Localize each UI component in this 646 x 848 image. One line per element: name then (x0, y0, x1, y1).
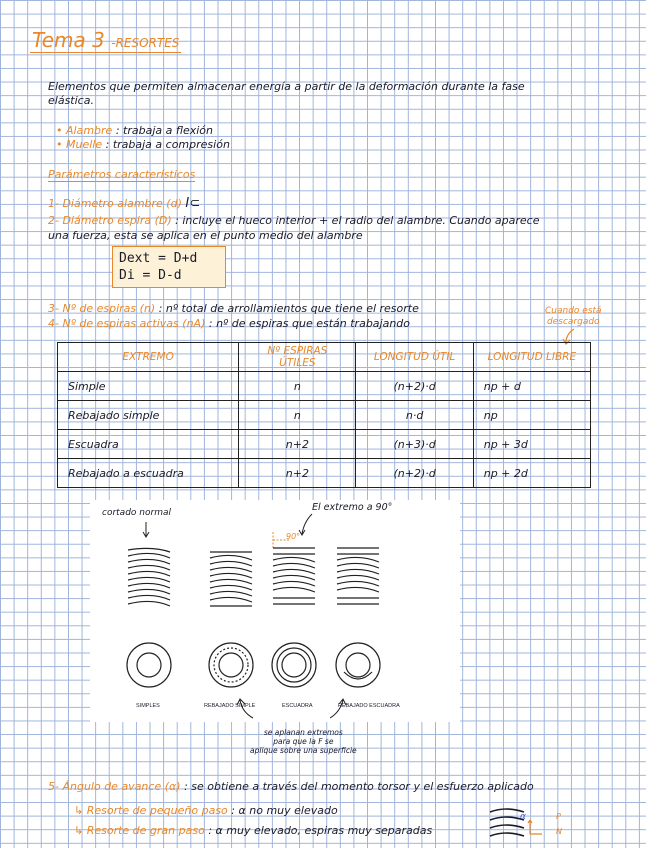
cell-long-util: (n+2)·d (356, 372, 473, 401)
force-p-label: P (556, 812, 561, 821)
param-2 (48, 214, 540, 227)
sub-large-label: ↳ Resorte de gran paso (74, 824, 205, 837)
cell-espiras: n+2 (239, 459, 356, 488)
bullet: • (56, 124, 63, 137)
param-2-line-2: una fuerza, esta se aplica en el punto medio del alambre (48, 229, 363, 242)
cell-long-util: (n+3)·d (356, 430, 473, 459)
header-longitud-libre: LONGITUD LIBRE (473, 343, 590, 372)
cell-long-util: (n+2)·d (356, 459, 473, 488)
figure-note-bottom (250, 728, 357, 755)
figure-note-bottom-3: aplique sobre una superficie (250, 746, 357, 755)
table-row (58, 430, 591, 459)
param-1-label: 1- Diámetro alambre (d) (48, 197, 182, 210)
cell-extremo: Simple (58, 372, 239, 401)
arrow-icon (143, 522, 149, 537)
angle-label: 90° (286, 532, 301, 541)
formula-di: Di = D-d (119, 268, 182, 283)
title-sub: -RESORTES (111, 36, 180, 50)
cell-long-libre: np + 2d (473, 459, 590, 488)
note-discharged (545, 306, 602, 328)
cell-extremo: Escuadra (58, 430, 239, 459)
table-header-row (58, 343, 591, 372)
cell-long-util: n·d (356, 401, 473, 430)
alpha-label: α (520, 812, 526, 822)
type-item-muelle (56, 138, 230, 151)
param-3-label: 3- Nº de espiras (n) (48, 302, 156, 315)
cell-espiras: n+2 (239, 430, 356, 459)
cell-espiras: n (239, 372, 356, 401)
wire-symbol-icon: I⊂ (185, 196, 201, 211)
caption-escuadra: ESCUADRA (282, 703, 313, 709)
page-title (30, 28, 181, 53)
params-heading: Parámetros característicos (48, 168, 196, 181)
figure-note-right: El extremo a 90° (312, 502, 393, 513)
figure-note-left: cortado normal (102, 508, 171, 518)
caption-simples: SIMPLES (136, 703, 160, 709)
bullet: • (56, 138, 63, 151)
angle-marker-icon (273, 532, 289, 548)
type-term: Alambre (66, 124, 113, 137)
sub-item-small-pitch (74, 804, 338, 817)
cell-extremo: Rebajado simple (58, 401, 239, 430)
param-5-text: : se obtiene a través del momento torsor y el esfuerzo aplicado (184, 780, 534, 793)
param-2-label: 2- Diámetro espira (D) (48, 214, 172, 227)
spring-angle-diagram-icon (486, 804, 546, 840)
sub-small-label: ↳ Resorte de pequeño paso (74, 804, 228, 817)
param-3 (48, 302, 419, 315)
header-espiras-utiles: Nº ESPIRAS ÚTILES (239, 343, 356, 372)
table-row (58, 401, 591, 430)
sub-small-text: : α no muy elevado (231, 804, 338, 817)
note-discharged-line-1: Cuando está (545, 306, 602, 316)
figure-note-bottom-2: para que la F se (273, 737, 334, 746)
param-4-text: : nº de espiras que están trabajando (208, 317, 411, 330)
param-3-text: : nº total de arrollamientos que tiene el resorte (158, 302, 419, 315)
formula-dext: Dext = D+d (119, 251, 198, 266)
param-4-label: 4- Nº de espiras activas (nA) (48, 317, 206, 330)
cell-extremo: Rebajado a escuadra (58, 459, 239, 488)
header-longitud-util: LONGITUD ÚTIL (356, 343, 473, 372)
table-row (58, 459, 591, 488)
param-5 (48, 780, 534, 793)
springs-drawing (90, 500, 460, 722)
spring-figure (90, 500, 460, 722)
cell-long-libre: np + 3d (473, 430, 590, 459)
cell-espiras: n (239, 401, 356, 430)
type-desc: : trabaja a compresión (105, 138, 230, 151)
intro-line-2: elástica. (48, 94, 94, 107)
spring-end-table (57, 342, 591, 488)
figure-note-bottom-1: se aplanan extremos (263, 728, 343, 737)
table-row (58, 372, 591, 401)
caption-rebajado-escuadra: REBAJADO ESCUADRA (338, 703, 400, 709)
type-term: Muelle (66, 138, 103, 151)
formula-box (112, 246, 226, 288)
param-4 (48, 317, 410, 330)
force-n-label: N (556, 827, 562, 836)
spring-end-views-icon (127, 643, 380, 687)
arrow-icon (299, 514, 312, 535)
param-1 (48, 196, 200, 211)
sub-item-large-pitch (74, 824, 432, 837)
title-main: Tema 3 (32, 28, 105, 52)
param-5-label: 5- Ángulo de avance (α) (48, 780, 181, 793)
param-2-text: : incluye el hueco interior + el radio del alambre. Cuando aparece (175, 214, 540, 227)
caption-rebajado-simple: REBAJADO SIMPLE (204, 703, 256, 709)
note-discharged-line-2: descargado (547, 317, 600, 327)
header-extremo: EXTREMO (58, 343, 239, 372)
spring-coils-icon (128, 548, 379, 606)
intro-line-1: Elementos que permiten almacenar energía a partir de la deformación durante la fase (48, 80, 525, 93)
type-item-alambre (56, 124, 213, 137)
cell-long-libre: np (473, 401, 590, 430)
cell-long-libre: np + d (473, 372, 590, 401)
sub-large-text: : α muy elevado, espiras muy separadas (208, 824, 433, 837)
type-desc: : trabaja a flexión (115, 124, 213, 137)
